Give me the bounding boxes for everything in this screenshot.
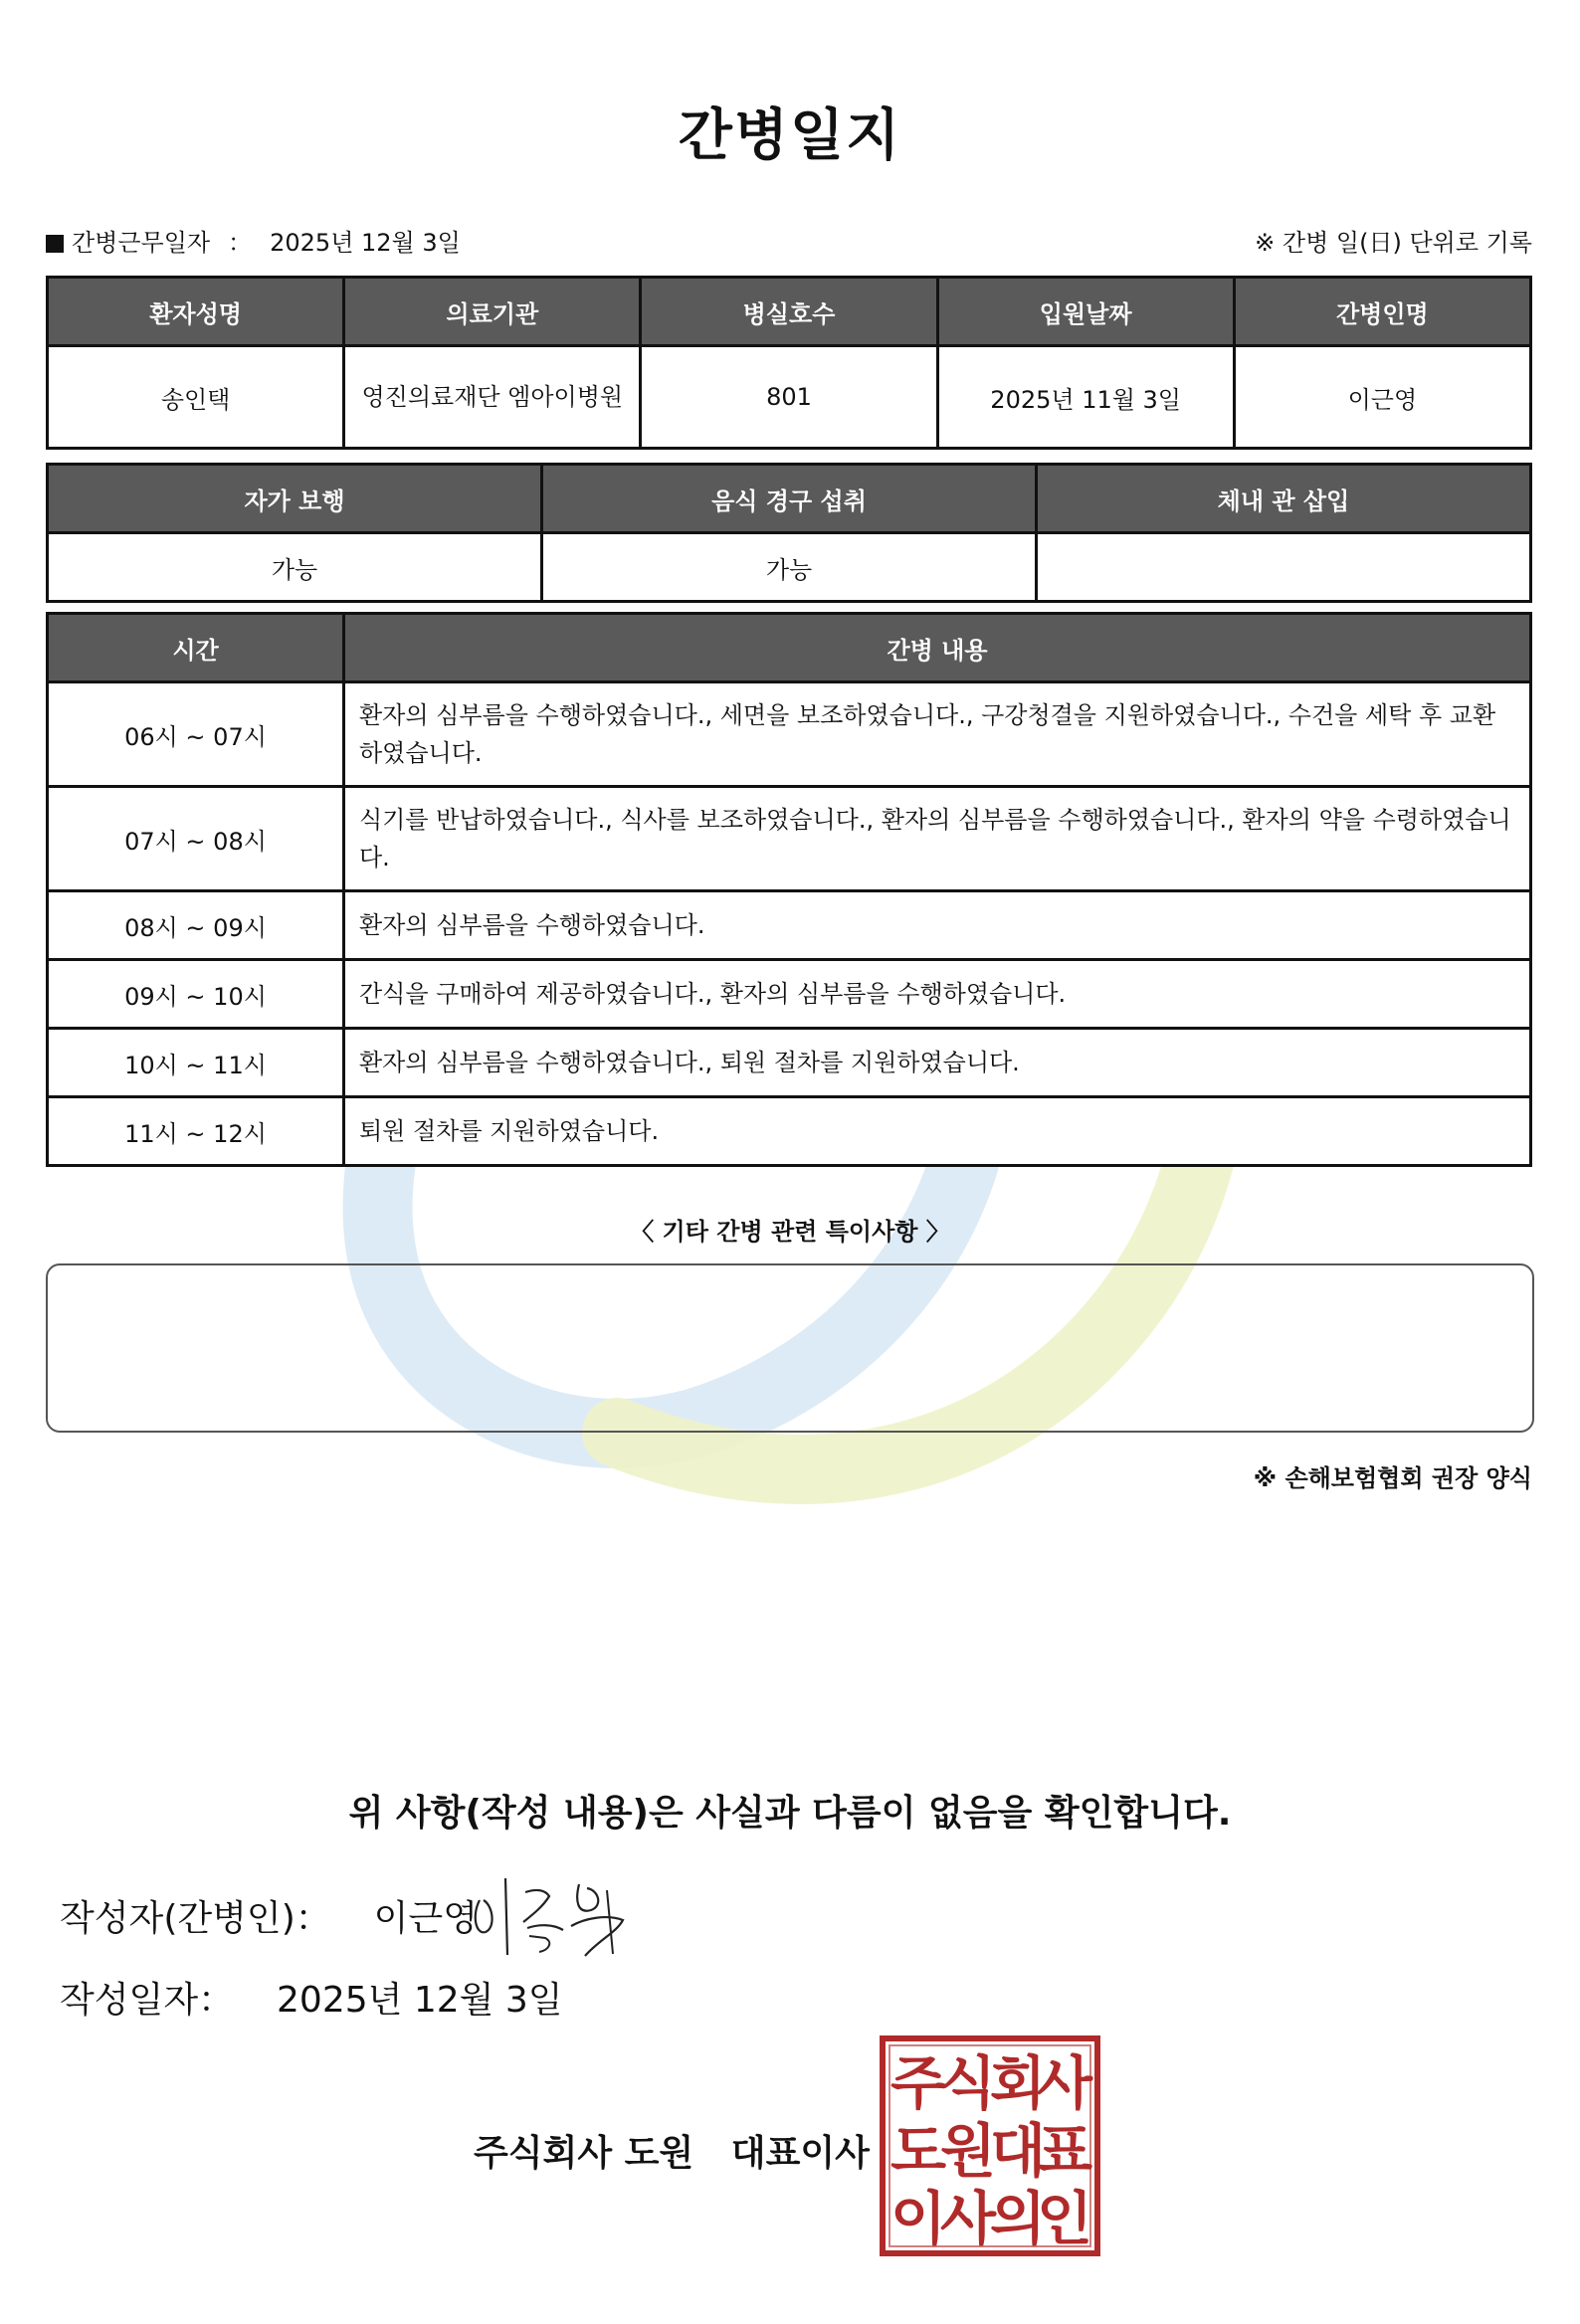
time-cell: 09시 ~ 10시 bbox=[49, 961, 342, 1027]
table-row bbox=[49, 683, 1529, 785]
time-cell: 06시 ~ 07시 bbox=[49, 683, 342, 785]
work-date-label: 간병근무일자 bbox=[72, 229, 211, 257]
patient-status-table bbox=[46, 463, 1532, 603]
self-walking-value: 가능 bbox=[49, 534, 540, 600]
table-row bbox=[49, 347, 1529, 447]
table-row bbox=[49, 534, 1529, 600]
patient-info-table bbox=[46, 276, 1532, 450]
header-institution: 의료기관 bbox=[345, 279, 639, 344]
time-cell: 10시 ~ 11시 bbox=[49, 1030, 342, 1095]
care-log-table bbox=[46, 612, 1532, 1167]
oral-intake-value: 가능 bbox=[543, 534, 1035, 600]
company-representative bbox=[474, 2125, 870, 2176]
header-admission-date: 입원날짜 bbox=[939, 279, 1233, 344]
header-patient-name: 환자성명 bbox=[49, 279, 342, 344]
meta-row bbox=[46, 223, 1532, 263]
work-date bbox=[46, 223, 461, 258]
header-self-walking: 자가 보행 bbox=[49, 466, 540, 531]
write-date-label: 작성일자： bbox=[60, 1980, 235, 2021]
write-date-value: 2025년 12월 3일 bbox=[277, 1980, 563, 2021]
unit-note: ※ 간병 일(日) 단위로 기록 bbox=[1255, 229, 1532, 257]
writer-label: 작성자(간병인)： bbox=[60, 1898, 331, 1939]
handwritten-signature bbox=[468, 1870, 637, 1960]
table-row bbox=[49, 1098, 1529, 1164]
svg-text:이: 이 bbox=[889, 2185, 947, 2252]
tube-insertion-value bbox=[1038, 534, 1529, 600]
table-row bbox=[49, 961, 1529, 1027]
writer-row bbox=[60, 1890, 478, 1941]
content-cell: 환자의 심부름을 수행하였습니다., 퇴원 절차를 지원하였습니다. bbox=[345, 1030, 1529, 1095]
table-header-row bbox=[49, 466, 1529, 531]
table-header-row bbox=[49, 279, 1529, 344]
svg-text:회: 회 bbox=[989, 2049, 1047, 2117]
document-title: 간병일지 bbox=[678, 103, 902, 168]
time-cell: 11시 ~ 12시 bbox=[49, 1098, 342, 1164]
content-cell: 식기를 반납하였습니다., 식사를 보조하였습니다., 환자의 심부름을 수행하였습니다., 환자의 약을 수령하였습니다. bbox=[345, 788, 1529, 889]
header-oral-intake: 음식 경구 섭취 bbox=[543, 466, 1035, 531]
special-notes-box bbox=[46, 1263, 1534, 1433]
admission-date: 2025년 11월 3일 bbox=[939, 347, 1233, 447]
svg-text:사: 사 bbox=[1036, 2049, 1093, 2117]
table-header-row bbox=[49, 615, 1529, 680]
patient-name: 송인택 bbox=[49, 347, 342, 447]
header-tube-insertion: 체내 관 삽입 bbox=[1038, 466, 1529, 531]
table-row bbox=[49, 788, 1529, 889]
company-seal-stamp bbox=[880, 2035, 1100, 2256]
table-row bbox=[49, 1030, 1529, 1095]
header-caregiver-name: 간병인명 bbox=[1236, 279, 1529, 344]
table-row bbox=[49, 892, 1529, 958]
svg-text:식: 식 bbox=[939, 2049, 997, 2117]
special-notes-title: 〈 기타 간병 관련 특이사항 〉 bbox=[630, 1218, 950, 1246]
content-cell: 간식을 구매하여 제공하였습니다., 환자의 심부름을 수행하였습니다. bbox=[345, 961, 1529, 1027]
header-care-content: 간병 내용 bbox=[345, 615, 1529, 680]
svg-text:도: 도 bbox=[889, 2117, 947, 2185]
time-cell: 07시 ~ 08시 bbox=[49, 788, 342, 889]
recommendation-note: ※ 손해보험협회 권장 양식 bbox=[1253, 1464, 1532, 1492]
confirmation-statement: 위 사항(작성 내용)은 사실과 다름이 없음을 확인합니다. bbox=[348, 1793, 1232, 1834]
svg-text:인: 인 bbox=[1036, 2185, 1093, 2252]
time-cell: 08시 ~ 09시 bbox=[49, 892, 342, 958]
svg-text:대: 대 bbox=[989, 2117, 1047, 2185]
room-number: 801 bbox=[642, 347, 935, 447]
content-cell: 환자의 심부름을 수행하였습니다. bbox=[345, 892, 1529, 958]
caregiver-name: 이근영 bbox=[1236, 347, 1529, 447]
svg-text:의: 의 bbox=[989, 2185, 1047, 2252]
header-time: 시간 bbox=[49, 615, 342, 680]
work-date-value: 2025년 12월 3일 bbox=[270, 229, 461, 257]
work-date-separator: ： bbox=[228, 229, 253, 257]
square-bullet-icon bbox=[46, 235, 64, 253]
write-date-row bbox=[60, 1972, 563, 2023]
content-cell: 환자의 심부름을 수행하였습니다., 세면을 보조하였습니다., 구강청결을 지원하였습니다., 수건을 세탁 후 교환하였습니다. bbox=[345, 683, 1529, 785]
content-cell: 퇴원 절차를 지원하였습니다. bbox=[345, 1098, 1529, 1164]
svg-text:주: 주 bbox=[889, 2049, 947, 2117]
svg-text:표: 표 bbox=[1036, 2117, 1093, 2185]
svg-text:사: 사 bbox=[939, 2185, 997, 2252]
company-line: 주식회사 도원 대표이사 bbox=[474, 2133, 870, 2174]
svg-text:원: 원 bbox=[939, 2117, 997, 2185]
writer-name: 이근영 bbox=[373, 1898, 478, 1939]
header-room: 병실호수 bbox=[642, 279, 935, 344]
institution: 영진의료재단 엠아이병원 bbox=[345, 347, 639, 447]
